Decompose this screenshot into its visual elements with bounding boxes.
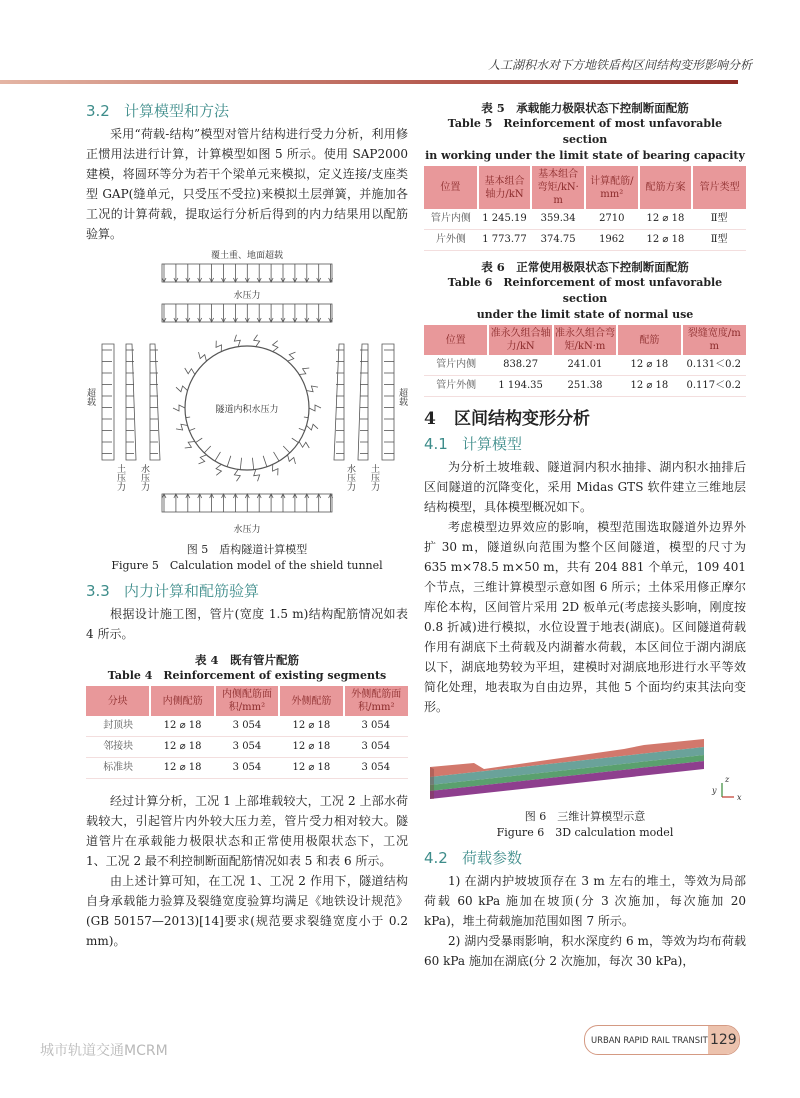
soil-spring	[199, 455, 207, 464]
paragraph-4-2-2: 2) 湖内受暴雨影响，积水深度约 6 m，等效为均布荷载 60 kPa 施加在湖底(分 2 次施加，每次 30 kPa)，	[424, 934, 746, 968]
figure-5	[86, 248, 408, 574]
table-row	[424, 376, 746, 397]
section-title: 内力计算和配筋验算	[124, 582, 260, 600]
table-header-cell: 外侧配筋	[279, 686, 343, 716]
soil-spring	[273, 341, 278, 352]
inner-pressure-line	[215, 452, 221, 461]
section-number: 4.1	[424, 435, 448, 453]
table-cell: 管片外侧	[424, 376, 488, 397]
table-cell: 管片内侧	[424, 209, 478, 230]
soil-spring	[199, 352, 207, 361]
table-cell: 1 194.35	[488, 376, 552, 397]
section-number: 4	[424, 409, 436, 429]
table-row	[86, 758, 408, 779]
table-header-cell: 裂缝宽度/mm	[682, 325, 746, 355]
table-cell: 管片内侧	[424, 355, 488, 376]
side-load-bars	[102, 344, 394, 460]
table-cell: 12 ⌀ 18	[617, 376, 681, 397]
table-cell: 12 ⌀ 18	[617, 355, 681, 376]
table-5	[424, 166, 746, 251]
inner-pressure-line	[304, 417, 308, 418]
soil-spring	[176, 386, 188, 392]
table-cell: 12 ⌀ 18	[150, 716, 214, 737]
soil-spring	[216, 464, 221, 475]
table-cell: 12 ⌀ 18	[279, 737, 343, 758]
figure-5-caption-en: Figure 5 Calculation model of the shield tunnel	[111, 559, 383, 572]
shield-tunnel-model-diagram	[86, 248, 408, 538]
table-header-cell: 分块	[86, 686, 150, 716]
label-left-water: 水压力	[139, 464, 149, 491]
table-header-cell: 基本组合轴力/kN	[478, 166, 532, 209]
paragraph-3-2: 采用“荷载-结构”模型对管片结构进行受力分析，利用修正惯用法进行计算，计算模型如图 5 所示。使用 SAP2000 建模，将圆环等分为若干个梁单元来模拟，定义连接/支座类型 GAP(缝单元，只受压不受拉)来模拟土层弹簧，并施加各工况的计算荷载，提取运行分析后得到的内力结果用以配筋验算。	[86, 127, 408, 241]
axis-label-y: y	[712, 786, 717, 795]
table-cell: 1 245.19	[478, 209, 532, 230]
table-header-cell: 位置	[424, 166, 478, 209]
table-header-cell: 位置	[424, 325, 488, 355]
table-cell: 12 ⌀ 18	[639, 209, 693, 230]
table-cell: 3 054	[344, 716, 408, 737]
soil-spring	[309, 405, 321, 411]
section-title: 区间结构变形分析	[454, 409, 590, 429]
table-header-cell: 准永久组合弯矩/kN·m	[553, 325, 617, 355]
table-header-cell: 外侧配筋面积/mm²	[344, 686, 408, 716]
inner-pressure-line	[227, 456, 231, 467]
inner-pressure-line	[186, 417, 190, 418]
table-cell: 3 054	[344, 758, 408, 779]
soil-spring	[306, 386, 318, 392]
table-header-cell: 配筋	[617, 325, 681, 355]
right-column	[424, 100, 746, 971]
model-front-face	[430, 767, 434, 799]
label-top-load: 覆土重、地面超载	[210, 251, 284, 261]
table-row	[424, 355, 746, 376]
table-cell: 3 054	[215, 716, 279, 737]
table-cell: 0.117＜0.2	[682, 376, 746, 397]
table-cell: 3 054	[344, 737, 408, 758]
soil-spring	[299, 368, 309, 374]
soil-spring	[176, 424, 188, 430]
figure-6	[424, 725, 746, 841]
table-header-cell: 内侧配筋面积/mm²	[215, 686, 279, 716]
table-row	[86, 716, 408, 737]
table-cell: 标准块	[86, 758, 150, 779]
soil-spring	[254, 335, 260, 347]
axis-label-z: z	[725, 775, 730, 784]
paragraph-conclusion: 由上述计算可知，在工况 1、工况 2 作用下，隧道结构自身承载能力验算及裂缝宽度验算均满足《地铁设计规范》(GB 50157—2013)[14]要求(规范要求裂缝宽度小于 0.2 mm)。	[86, 874, 408, 948]
table-cell: 12 ⌀ 18	[279, 758, 343, 779]
table-4-title-en: Table 4 Reinforcement of existing segments	[107, 669, 387, 682]
table-header-cell: 配筋方案	[639, 166, 693, 209]
table-4	[86, 686, 408, 779]
table-cell: 12 ⌀ 18	[639, 230, 693, 251]
soil-spring	[273, 464, 278, 475]
soil-spring	[306, 424, 318, 430]
table-cell: 12 ⌀ 18	[150, 737, 214, 758]
section-number: 3.3	[86, 582, 110, 600]
table-cell: Ⅱ型	[692, 209, 746, 230]
axis-label-x: x	[737, 793, 742, 802]
soil-spring	[288, 455, 296, 464]
left-column	[86, 100, 408, 951]
table-cell: 359.34	[531, 209, 585, 230]
table-cell: 2710	[585, 209, 639, 230]
soil-spring	[185, 368, 195, 374]
table-cell: 封顶块	[86, 716, 150, 737]
table-cell: 838.27	[488, 355, 552, 376]
running-title: 人工湖积水对下方地铁盾构区间结构变形影响分析	[487, 58, 752, 72]
axis-triad	[711, 775, 742, 802]
inner-pressure-line	[204, 446, 211, 453]
soil-spring	[216, 341, 221, 352]
footer-journal-badge	[584, 1025, 740, 1055]
label-inner-water: 隧道内积水压力	[215, 405, 279, 415]
table-4-title-zh: 表 4 既有管片配筋	[194, 653, 299, 667]
figure-6-caption-en: Figure 6 3D calculation model	[496, 826, 674, 839]
table-cell: 374.75	[531, 230, 585, 251]
journal-name: URBAN RAPID RAIL TRANSIT	[591, 1035, 708, 1045]
soil-spring	[234, 335, 240, 347]
table-cell: Ⅱ型	[692, 230, 746, 251]
soil-spring	[288, 352, 296, 361]
top-water-arrows	[162, 304, 333, 322]
table-6	[424, 325, 746, 397]
table-cell: 241.01	[553, 355, 617, 376]
table-5-title-zh: 表 5 承载能力极限状态下控制断面配筋	[481, 101, 689, 115]
bottom-water-arrows	[162, 494, 333, 512]
table-5-title-en-1: Table 5 Reinforcement of most unfavorable section	[447, 117, 723, 146]
table-cell: 1 773.77	[478, 230, 532, 251]
inner-pressure-line	[252, 458, 253, 470]
inner-pressure-line	[292, 438, 299, 442]
table-row	[86, 737, 408, 758]
table-header-cell: 内侧配筋	[150, 686, 214, 716]
inner-pressure-line	[263, 456, 267, 467]
section-title: 荷载参数	[462, 849, 523, 867]
table-cell: 251.38	[553, 376, 617, 397]
table-header-cell: 基本组合弯矩/kN·m	[531, 166, 585, 209]
section-title: 计算模型和方法	[124, 102, 230, 120]
inner-pressure-line	[189, 428, 195, 430]
paragraph-4-2-1: 1) 在湖内护坡坡顶存在 3 m 左右的堆土，等效为局部荷载 60 kPa 施加在坡顶(分 3 次施加，每次施加 20 kPa)，堆土荷载施加范围如图 7 所示。	[424, 874, 746, 928]
figure-5-caption-zh: 图 5 盾构隧道计算模型	[186, 543, 308, 556]
label-left-surcharge: 超载	[86, 388, 95, 406]
table-6-block	[424, 259, 746, 397]
section-4-heading	[424, 407, 746, 431]
table-header-cell: 管片类型	[692, 166, 746, 209]
page-number: 129	[708, 1026, 739, 1054]
table-header-cell: 准永久组合轴力/kN	[488, 325, 552, 355]
table-4-block	[86, 652, 408, 779]
soil-spring	[254, 469, 260, 481]
label-right-soil: 土压力	[369, 464, 379, 491]
section-title: 计算模型	[462, 435, 523, 453]
inner-pressure-line	[274, 452, 280, 461]
3d-model-diagram	[424, 725, 746, 805]
section-number: 3.2	[86, 102, 110, 120]
inner-pressure-line	[196, 438, 203, 442]
table-6-title-en-1: Table 6 Reinforcement of most unfavorable section	[447, 276, 723, 305]
inner-pressure-line	[283, 446, 290, 453]
label-left-soil: 土压力	[115, 464, 125, 491]
label-water-top: 水压力	[233, 291, 261, 301]
paragraph-analysis: 经过计算分析，工况 1 上部堆载较大，工况 2 上部水荷载较大，引起管片内外较大压力差，管片受力相对较大。隧道管片在承载能力极限状态和正常使用极限状态下，工况 1、工况 2 最不利控制断面配筋情况如表 5 和表 6 所示。	[86, 794, 408, 868]
figure-6-caption-zh: 图 6 三维计算模型示意	[524, 810, 646, 823]
table-row	[424, 230, 746, 251]
table-cell: 片外侧	[424, 230, 478, 251]
paragraph-4-1b: 考虑模型边界效应的影响，模型范围选取隧道外边界外扩 30 m，隧道纵向范围为整个区间隧道，模型的尺寸为 635 m×78.5 m×50 m，共有 204 881 个单元，109 401 个节点，三维计算模型示意如图 6 所示；土体采用修正摩尔库伦本构，区间管片采用 2D 板单元(考虑接头影响，刚度按 0.8 折减)进行模拟，水位设置于地表(湖底)。区间隧道荷载作用有湖底下土荷载及内湖蓄水荷载，本区间位于湖内湖底以下，湖底地势较为平坦，建模时对湖底地形进行水平等效简化处理，地表取为自由边界，其他 5 个面均约束其法向变形。	[424, 520, 746, 714]
section-3-2-heading	[86, 100, 408, 122]
table-cell: 邻接块	[86, 737, 150, 758]
section-3-3-heading	[86, 580, 408, 602]
paragraph-3-3: 根据设计施工图，管片(宽度 1.5 m)结构配筋情况如表 4 所示。	[86, 607, 408, 641]
soil-spring	[185, 442, 195, 448]
section-4-1-heading	[424, 433, 746, 455]
paragraph-4-1a: 为分析土坡堆载、隧道洞内积水抽排、湖内积水抽排后区间隧道的沉降变化，采用 Midas GTS 软件建立三维地层结构模型，具体模型概况如下。	[424, 460, 746, 514]
inner-pressure-line	[299, 428, 305, 430]
label-water-bottom: 水压力	[233, 525, 261, 535]
table-header-cell: 计算配筋/mm²	[585, 166, 639, 209]
section-number: 4.2	[424, 849, 448, 867]
label-right-water: 水压力	[345, 464, 355, 491]
table-cell: 12 ⌀ 18	[150, 758, 214, 779]
label-right-surcharge: 超载	[397, 388, 407, 406]
watermark: 城市轨道交通MCRM	[40, 1043, 168, 1059]
table-row	[424, 209, 746, 230]
soil-spring	[299, 442, 309, 448]
table-cell: 3 054	[215, 758, 279, 779]
section-4-2-heading	[424, 847, 746, 869]
table-cell: 3 054	[215, 737, 279, 758]
table-6-title-en-2: under the limit state of normal use	[476, 308, 694, 321]
table-5-block	[424, 100, 746, 251]
table-6-title-zh: 表 6 正常使用极限状态下控制断面配筋	[481, 260, 689, 274]
inner-pressure-line	[240, 458, 241, 470]
table-cell: 12 ⌀ 18	[279, 716, 343, 737]
table-cell: 0.131＜0.2	[682, 355, 746, 376]
soil-spring	[234, 469, 240, 481]
header-rule	[0, 80, 738, 84]
table-5-title-en-2: in working under the limit state of bearing capacity	[425, 149, 745, 162]
table-cell: 1962	[585, 230, 639, 251]
soil-spring	[173, 405, 185, 411]
top-load-arrows	[162, 264, 333, 282]
